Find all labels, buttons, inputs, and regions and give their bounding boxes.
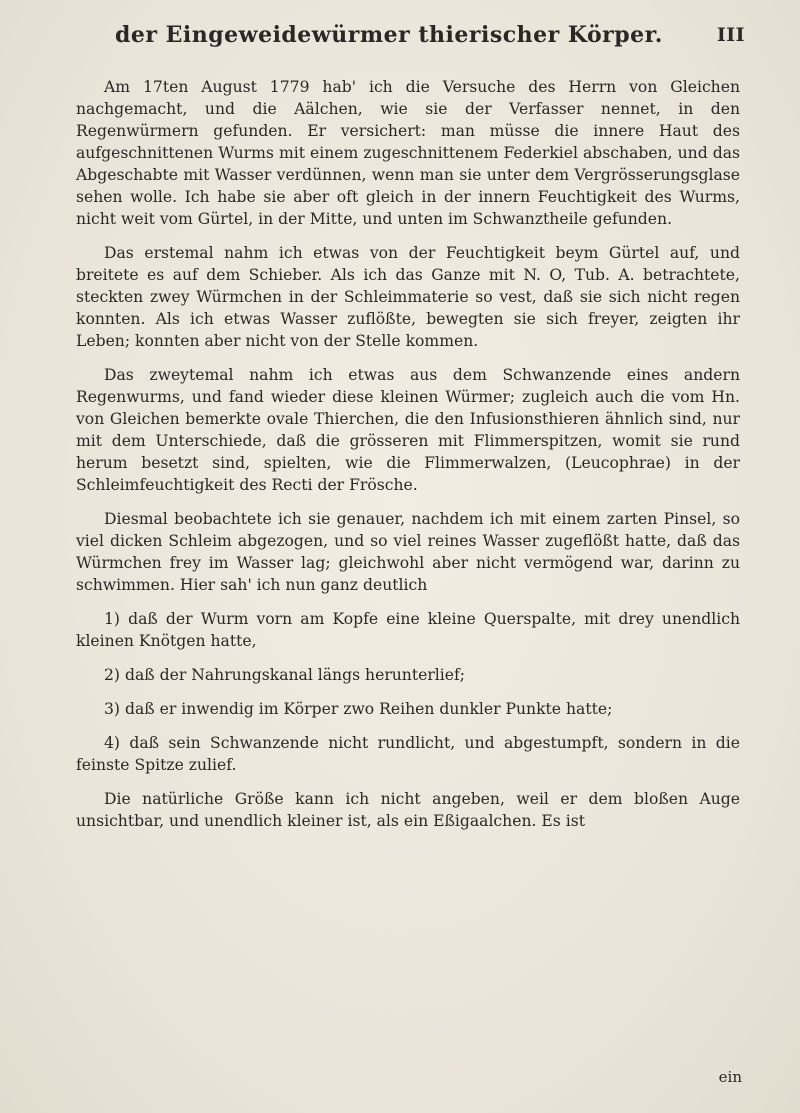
page-header — [115, 22, 745, 56]
paragraph: Die natürliche Größe kann ich nicht angeben, weil er dem bloßen Auge unsichtbar, und unendlich kleiner ist, als ein Eßigaalchen. Es ist — [76, 790, 740, 830]
paragraph: Das erstemal nahm ich etwas von der Feuchtigkeit beym Gürtel auf, und breitete es auf dem Schieber. Als ich das Ganze mit N. O, Tub. A. betrachtete, steckten zwey Würmchen in der Schleimmaterie so vest, daß sie sich nicht regen konnten. Als ich etwas Wasser zuflößte, bewegten sie sich freyer, zeigten ihr Leben; konnten aber nicht von der Stelle kommen. — [76, 244, 740, 350]
paragraph: Das zweytemal nahm ich etwas aus dem Schwanzende eines andern Regenwurms, und fand wieder diese kleinen Würmer; zugleich auch die vom Hn. von Gleichen bemerkte ovale Thierchen, die den Infusionsthieren ähnlich sind, nur mit dem Unterschiede, daß die grösseren mit Flimmerspitzen, womit sie rund herum besetzt sind, spielten, wie die Flimmerwalzen, (Leucophrae) in der Schleimfeuchtigkeit des Recti der Frösche. — [76, 366, 740, 494]
list-item: 1) daß der Wurm vorn am Kopfe eine kleine Querspalte, mit drey unendlich kleinen Knötgen hatte, — [76, 610, 740, 650]
paragraph: Am 17ten August 1779 hab' ich die Versuche des Herrn von Gleichen nachgemacht, und die Aälchen, wie sie der Verfasser nennet, in den Regenwürmern gefunden. Er versichert: man müsse die innere Haut des aufgeschnittenen Wurms mit einem zugeschnittenem Federkiel abschaben, und das Abgeschabte mit Wasser verdünnen, wenn man sie unter dem Vergrösserungsglase sehen wolle. Ich habe sie aber oft gleich in der innern Feuchtigkeit des Wurms, nicht weit vom Gürtel, in der Mitte, und unten im Schwanztheile gefunden. — [76, 78, 740, 228]
running-head: der Eingeweidewürmer thierischer Körper. — [115, 22, 663, 48]
observation-list — [76, 608, 740, 776]
catchword: ein — [718, 1068, 742, 1086]
list-item: 2) daß der Nahrungskanal längs herunterlief; — [104, 666, 466, 684]
body-text — [76, 76, 740, 844]
page-number: III — [716, 24, 745, 46]
paragraph: Diesmal beobachtete ich sie genauer, nachdem ich mit einem zarten Pinsel, so viel dicken Schleim abgezogen, und so viel reines Wasser zugeflößt hatte, daß das Würmchen frey im Wasser lag; gleichwohl aber nicht vermögend war, darinn zu schwimmen. Hier sah' ich nun ganz deutlich — [76, 510, 740, 594]
list-item: 3) daß er inwendig im Körper zwo Reihen dunkler Punkte hatte; — [104, 700, 613, 718]
list-item: 4) daß sein Schwanzende nicht rundlicht, und abgestumpft, sondern in die feinste Spitze zulief. — [76, 734, 740, 774]
